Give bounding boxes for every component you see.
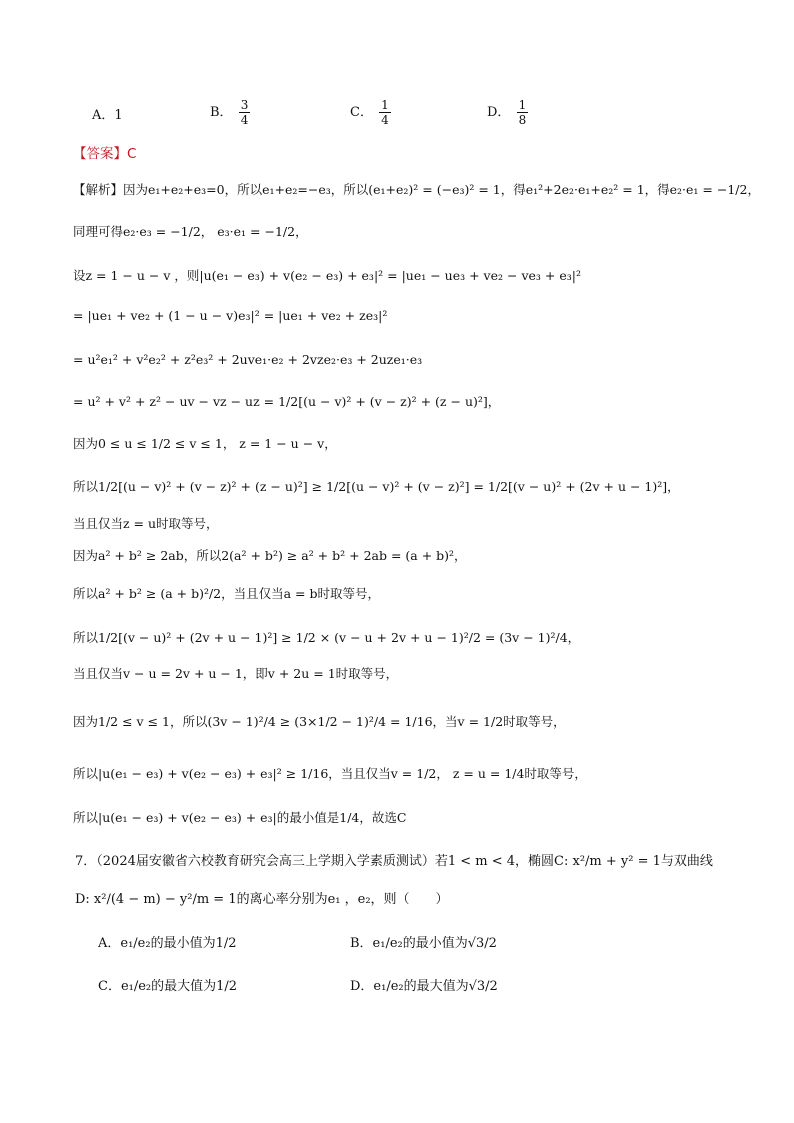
option-b-den: 4 — [240, 113, 249, 127]
solution-line-4: = |ue₁ + ve₂ + (1 − u − v)e₃|² = |ue₁ + ve₂ + ze₃|² — [73, 308, 388, 323]
option-a-label: A． — [92, 108, 115, 123]
question-7-option-d: D．e₁/e₂的最大值为√3/2 — [350, 979, 498, 994]
solution-line-8: 所以1/2[(u − v)² + (v − z)² + (z − u)²] ≥ 1/2[(u − v)² + (v − z)²] = 1/2[(v − u)² + (2v + u − 1)²]， — [73, 479, 680, 494]
option-b-fraction — [239, 98, 251, 127]
solution-line-13: 当且仅当v − u = 2v + u − 1，即v + 2u = 1时取等号， — [73, 666, 399, 681]
option-a-value: 1 — [114, 108, 123, 123]
question-7-option-b: B．e₁/e₂的最小值为√3/2 — [350, 936, 497, 951]
question-7-option-c: C．e₁/e₂的最大值为1/2 — [98, 979, 238, 994]
question-7-line-2: D: x²/(4 − m) − y²/m = 1的离心率分别为e₁ ，e₂，则（ ） — [75, 892, 449, 907]
question-7-option-a: A．e₁/e₂的最小值为1/2 — [98, 936, 237, 951]
solution-line-2: 同理可得e₂·e₃ = −1/2， e₃·e₁ = −1/2， — [73, 224, 308, 239]
option-b-num: 3 — [240, 98, 249, 112]
option-a — [92, 104, 123, 123]
solution-line-16: 所以|u(e₁ − e₃) + v(e₂ − e₃) + e₃|的最小值是1/4，故选C — [73, 810, 407, 825]
option-d-fraction — [517, 98, 529, 127]
option-c — [350, 98, 393, 127]
solution-line-9: 当且仅当z = u时取等号， — [73, 516, 219, 531]
option-d-num: 1 — [518, 98, 527, 112]
option-d — [487, 98, 530, 127]
solution-line-11: 所以a² + b² ≥ (a + b)²/2，当且仅当a = b时取等号， — [73, 586, 380, 601]
question-7-line-1: 7．（2024届安徽省六校教育研究会高三上学期入学素质测试）若1 < m < 4，椭圆C: x²/m + y² = 1与双曲线 — [75, 854, 713, 869]
option-d-den: 8 — [518, 113, 527, 127]
solution-line-12: 所以1/2[(v − u)² + (2v + u − 1)²] ≥ 1/2 × (v − u + 2v + u − 1)²/2 = (3v − 1)²/4， — [73, 630, 581, 645]
option-c-num: 1 — [381, 98, 389, 112]
answer-line: 【答案】C — [73, 146, 137, 162]
solution-line-6: = u² + v² + z² − uv − vz − uz = 1/2[(u − v)² + (v − z)² + (z − u)²]， — [73, 394, 501, 409]
option-c-fraction — [379, 98, 391, 127]
option-c-label: C． — [350, 105, 373, 120]
solution-line-10: 因为a² + b² ≥ 2ab，所以2(a² + b²) ≥ a² + b² + 2ab = (a + b)²， — [73, 548, 467, 563]
solution-line-7: 因为0 ≤ u ≤ 1/2 ≤ v ≤ 1， z = 1 − u − v， — [73, 436, 337, 451]
solution-line-15: 所以|u(e₁ − e₃) + v(e₂ − e₃) + e₃|² ≥ 1/16，当且仅当v = 1/2， z = u = 1/4时取等号， — [73, 766, 587, 781]
option-b — [210, 98, 252, 127]
option-d-label: D． — [487, 105, 511, 120]
solution-line-5: = u²e₁² + v²e₂² + z²e₃² + 2uve₁·e₂ + 2vze₂·e₃ + 2uze₁·e₃ — [73, 352, 423, 367]
solution-line-3: 设z = 1 − u − v ，则|u(e₁ − e₃) + v(e₂ − e₃) + e₃|² = |ue₁ − ue₃ + ve₂ − ve₃ + e₃|² — [73, 268, 581, 283]
option-b-label: B． — [210, 105, 233, 120]
solution-line-14: 因为1/2 ≤ v ≤ 1，所以(3v − 1)²/4 ≥ (3×1/2 − 1)²/4 = 1/16，当v = 1/2时取等号， — [73, 714, 566, 729]
solution-line-1: 【解析】因为e₁+e₂+e₃=0，所以e₁+e₂=−e₃，所以(e₁+e₂)² = (−e₃)² = 1，得e₁²+2e₂·e₁+e₂² = 1，得e₂·e₁ = −1/2， — [73, 182, 760, 197]
option-c-den: 4 — [381, 113, 389, 127]
